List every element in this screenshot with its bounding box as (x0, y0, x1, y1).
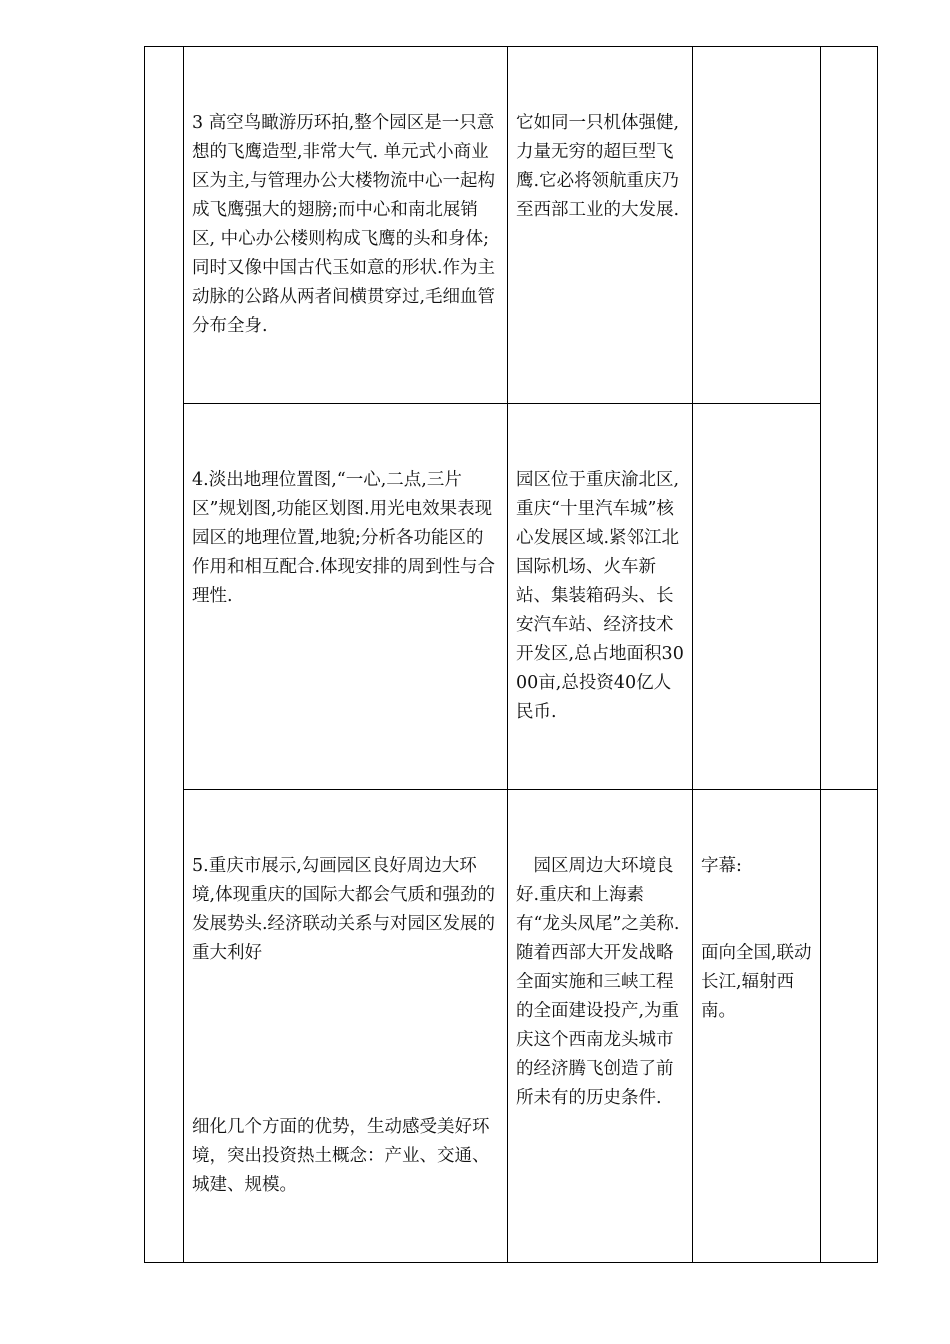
right-margin-cell (821, 47, 878, 790)
table-row (145, 47, 878, 404)
storyboard-table (144, 46, 878, 1263)
table-row (145, 790, 878, 1263)
scene-text: 5.重庆市展示,勾画园区良好周边大环境,体现重庆的国际大都会气质和强劲的发展势头.经济联动关系与对园区发展的重大利好 (192, 856, 496, 963)
narration-cell (508, 404, 693, 790)
scene-description-cell (184, 47, 508, 404)
scene-extra-text: 细化几个方面的优势，生动感受美好环境，突出投资热土概念：产业、交通、城建、规模。 (192, 1117, 490, 1195)
caption-cell (693, 47, 821, 404)
scene-text: 4.淡出地理位置图,“一心,二点,三片区”规划图,功能区划图.用光电效果表现园区的地理位置,地貌;分析各功能区的作用和相互配合.体现安排的周到性与合理性. (192, 470, 496, 606)
right-margin-cell (821, 790, 878, 1263)
table-row (145, 404, 878, 790)
caption-text: 面向全国,联动长江,辐射西南。 (701, 943, 812, 1021)
caption-label: 字幕: (701, 856, 742, 876)
narration-cell (508, 790, 693, 1263)
narration-text: 园区周边大环境良好.重庆和上海素有“龙头凤尾”之美称.随着西部大开发战略全面实施和三峡工程的全面建设投产,为重庆这个西南龙头城市的经济腾飞创造了前所未有的历史条件. (516, 856, 680, 1108)
caption-cell (693, 404, 821, 790)
scene-text: 3 高空鸟瞰游历环拍,整个园区是一只意想的飞鹰造型,非常大气. 单元式小商业区为主,与管理办公大楼物流中心一起构成飞鹰强大的翅膀;而中心和南北展销区, 中心办公楼则构成飞鹰的头和身体;同时又像中国古代玉如意的形状.作为主动脉的公路从两者间横贯穿过,毛细血管分布全身. (192, 113, 496, 336)
narration-cell (508, 47, 693, 404)
scene-description-cell (184, 790, 508, 1263)
left-margin-cell (145, 47, 184, 1263)
narration-text: 园区位于重庆渝北区,重庆“十里汽车城”核心发展区域.紧邻江北国际机场、火车新站、集装箱码头、长安汽车站、经济技术开发区,总占地面积3000亩,总投资40亿人民币. (516, 470, 684, 722)
narration-text: 它如同一只机体强健,力量无穷的超巨型飞鹰.它必将领航重庆乃至西部工业的大发展. (516, 113, 680, 220)
scene-description-cell (184, 404, 508, 790)
caption-cell (693, 790, 821, 1263)
paragraph-gap (192, 1026, 499, 1055)
